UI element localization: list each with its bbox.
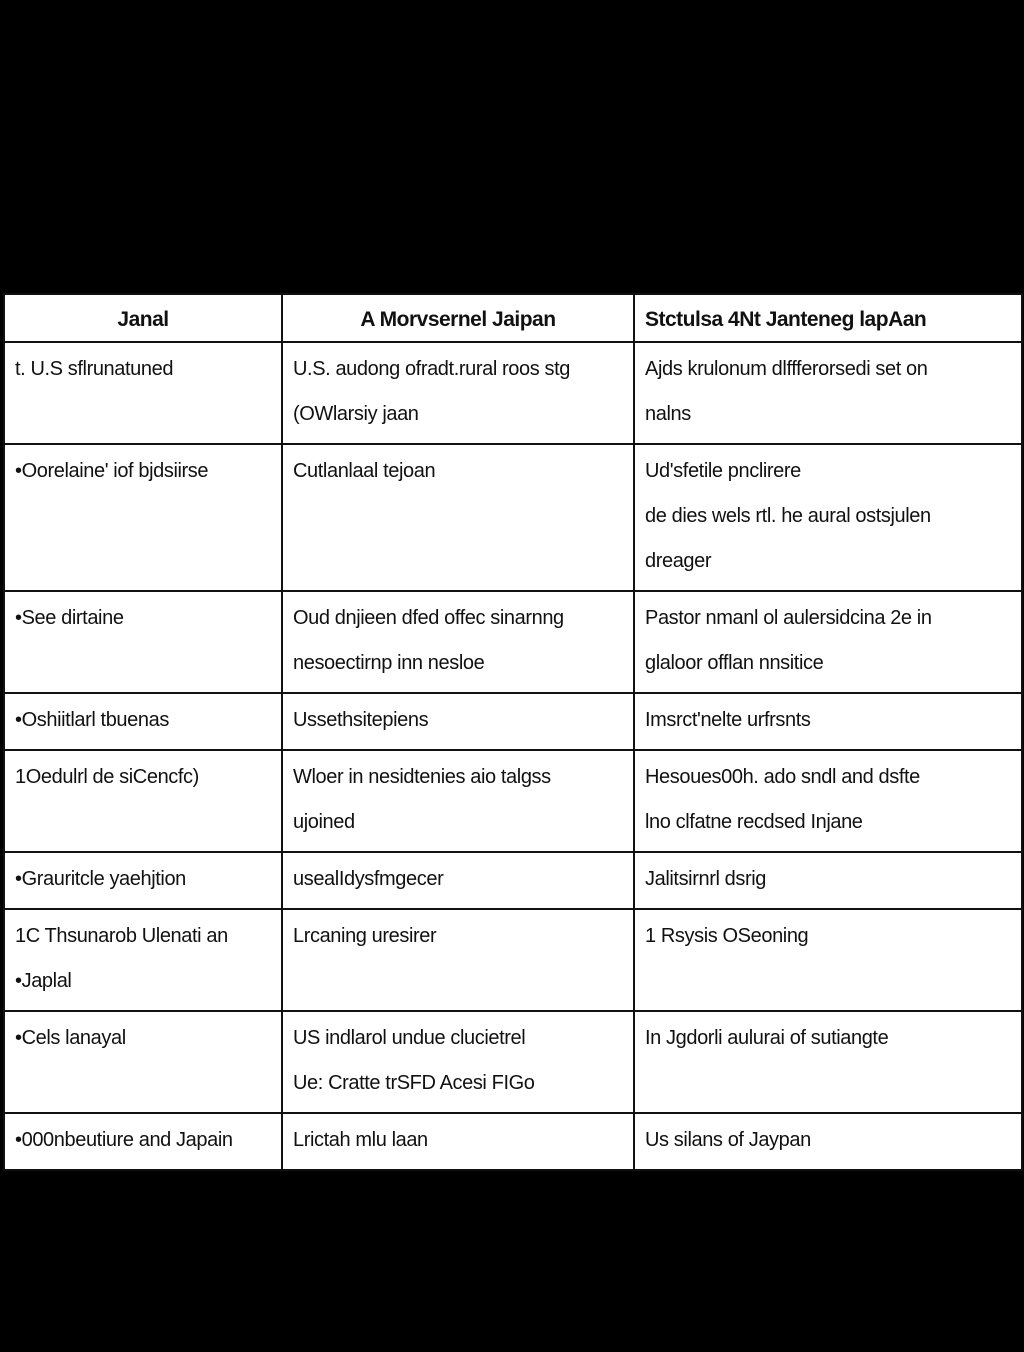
table-row xyxy=(4,852,1022,909)
table-cell xyxy=(282,444,634,591)
cell-text: In Jgdorli aulurai of sutiangte xyxy=(645,1027,889,1049)
cell-text: t. U.S sflrunatuned xyxy=(15,358,174,380)
table-cell xyxy=(634,591,1022,693)
table-cell xyxy=(4,1011,282,1113)
cell-text: de dies wels rtl. he aural ostsjulen xyxy=(645,505,931,527)
table-cell xyxy=(634,909,1022,1011)
table-cell xyxy=(4,750,282,852)
cell-text: dreager xyxy=(645,550,712,572)
cell-text: Lrcaning uresirer xyxy=(293,925,437,947)
cell-text: Wloer in nesidtenies aio talgss xyxy=(293,766,551,788)
table-row xyxy=(4,693,1022,750)
cell-text: •See dirtaine xyxy=(15,607,124,629)
table-cell xyxy=(282,1113,634,1170)
table-header-row xyxy=(4,294,1022,342)
cell-text: Cutlanlaal tejoan xyxy=(293,460,436,482)
table-cell xyxy=(634,1113,1022,1170)
cell-text: Ue: Cratte trSFD Acesi FIGo xyxy=(293,1072,535,1094)
table-cell xyxy=(634,852,1022,909)
cell-text: •Oorelaine' iof bjdsiirse xyxy=(15,460,209,482)
cell-text: Jalitsirnrl dsrig xyxy=(645,868,767,890)
table-cell xyxy=(634,1011,1022,1113)
table-cell xyxy=(4,693,282,750)
cell-text: Ussethsitepiens xyxy=(293,709,429,731)
comparison-table-container xyxy=(3,293,1021,1171)
cell-text: Hesoues00h. ado sndl and dsfte xyxy=(645,766,920,788)
cell-text: Oud dnjieen dfed offec sinarnng xyxy=(293,607,564,629)
table-row xyxy=(4,444,1022,591)
table-cell xyxy=(282,591,634,693)
cell-text: nalns xyxy=(645,403,691,425)
table-row xyxy=(4,750,1022,852)
cell-text: •000nbeutiure and Japain xyxy=(15,1129,233,1151)
cell-text: 1C Thsunarob Ulenati an xyxy=(15,925,228,947)
cell-text: Lrictah mlu laan xyxy=(293,1129,428,1151)
table-cell xyxy=(4,342,282,444)
column-header-1: Janal xyxy=(4,294,282,342)
cell-text: 1 Rsysis OSeoning xyxy=(645,925,809,947)
comparison-table xyxy=(3,293,1023,1171)
cell-text: Pastor nmanl ol aulersidcina 2e in xyxy=(645,607,932,629)
cell-text: Ud'sfetile pnclirere xyxy=(645,460,801,482)
table-row xyxy=(4,342,1022,444)
table-cell xyxy=(282,1011,634,1113)
table-cell xyxy=(634,444,1022,591)
cell-text: ujoined xyxy=(293,811,355,833)
table-cell xyxy=(4,909,282,1011)
column-header-2: A Morvsernel Jaipan xyxy=(282,294,634,342)
table-row xyxy=(4,1113,1022,1170)
cell-text: •Japlal xyxy=(15,970,72,992)
table-cell xyxy=(282,852,634,909)
table-cell xyxy=(282,909,634,1011)
cell-text: 1Oedulrl de siCencfc) xyxy=(15,766,199,788)
cell-text: •Grauritcle yaehjtion xyxy=(15,868,186,890)
cell-text: nesoectirnp inn nesloe xyxy=(293,652,485,674)
cell-text: Ajds krulonum dlffferorsedi set on xyxy=(645,358,928,380)
table-cell xyxy=(4,591,282,693)
cell-text: (OWlarsiy jaan xyxy=(293,403,419,425)
cell-text: lno clfatne recdsed Injane xyxy=(645,811,863,833)
cell-text: usealIdysfmgecer xyxy=(293,868,444,890)
table-cell xyxy=(4,1113,282,1170)
table-row xyxy=(4,1011,1022,1113)
table-row xyxy=(4,591,1022,693)
table-cell xyxy=(634,750,1022,852)
cell-text: U.S. audong ofradt.rural roos stg xyxy=(293,358,570,380)
cell-text: •Oshiitlarl tbuenas xyxy=(15,709,169,731)
table-cell xyxy=(4,852,282,909)
cell-text: Us silans of Jaypan xyxy=(645,1129,811,1151)
table-cell xyxy=(4,444,282,591)
table-cell xyxy=(282,342,634,444)
table-cell xyxy=(634,693,1022,750)
table-cell xyxy=(282,693,634,750)
cell-text: •Cels lanayal xyxy=(15,1027,126,1049)
table-row xyxy=(4,909,1022,1011)
column-header-3: Stctulsa 4Nt Janteneg lapAan xyxy=(634,294,1022,342)
cell-text: US indlarol undue clucietrel xyxy=(293,1027,526,1049)
table-cell xyxy=(282,750,634,852)
cell-text: glaloor offlan nnsitice xyxy=(645,652,824,674)
cell-text: Imsrct'nelte urfrsnts xyxy=(645,709,811,731)
table-cell xyxy=(634,342,1022,444)
